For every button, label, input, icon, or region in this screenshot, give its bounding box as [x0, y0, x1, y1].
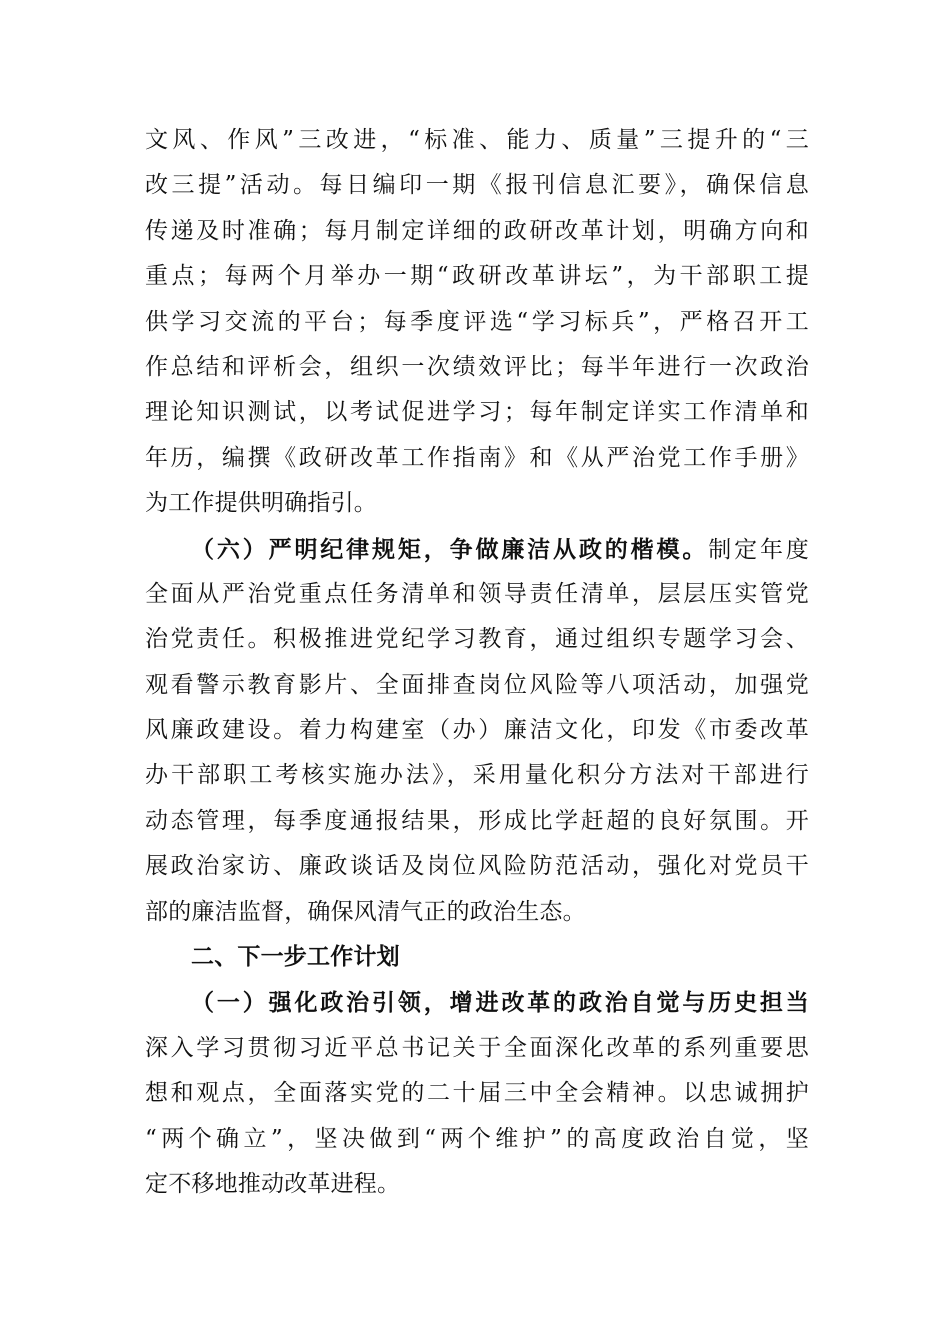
text-line: 供学习交流的平台；每季度评选“学习标兵”，严格召开工	[145, 308, 809, 335]
text-line: 作总结和评析会，组织一次绩效评比；每半年进行一次政治	[145, 353, 809, 380]
section-heading: 二、下一步工作计划	[191, 944, 400, 971]
text-line: 理论知识测试，以考试促进学习；每年制定详实工作清单和	[145, 399, 809, 426]
text-line: 重点；每两个月举办一期“政研改革讲坛”，为干部职工提	[145, 263, 809, 290]
section-lead-bold: （六）严明纪律规矩，争做廉洁从政的楷模。	[191, 535, 709, 563]
text-line: 定不移地推动改革进程。	[145, 1170, 401, 1197]
paragraph-activities	[145, 118, 809, 527]
text-line: 传递及时准确；每月制定详细的政研改革计划，明确方向和	[145, 217, 809, 244]
text-line: “两个确立”，坚决做到“两个维护”的高度政治自觉，坚	[145, 1125, 809, 1152]
text-line: 深入学习贯彻习近平总书记关于全面深化改革的系列重要思	[145, 1034, 809, 1061]
subsection-heading: （一）强化政治引领，增进改革的政治自觉与历史担当	[191, 989, 809, 1017]
text-line: 部的廉洁监督，确保风清气正的政治生态。	[145, 898, 586, 925]
text-line: 治党责任。积极推进党纪学习教育，通过组织专题学习会、	[145, 626, 809, 653]
section-lead-rest: 制定年度	[708, 536, 809, 563]
text-line: 年历，编撰《政研改革工作指南》和《从严治党工作手册》	[145, 444, 809, 471]
text-line: 动态管理，每季度通报结果，形成比学赶超的良好氛围。开	[145, 807, 809, 834]
text-line: 观看警示教育影片、全面排查岗位风险等八项活动，加强党	[145, 671, 809, 698]
text-line: 文风、作风”三改进，“标准、能力、质量”三提升的“三	[145, 127, 809, 153]
document-page	[145, 118, 809, 1207]
text-line: 为工作提供明确指引。	[145, 490, 377, 517]
text-line: 风廉政建设。着力构建室（办）廉洁文化，印发《市委改革	[145, 717, 809, 744]
text-line: 全面从严治党重点任务清单和领导责任清单，层层压实管党	[145, 580, 809, 607]
paragraph-discipline	[145, 527, 809, 936]
text-line: 展政治家访、廉政谈话及岗位风险防范活动，强化对党员干	[145, 853, 809, 880]
paragraph-political-guidance	[145, 980, 809, 1207]
text-line: 办干部职工考核实施办法》，采用量化积分方法对干部进行	[145, 762, 809, 789]
text-line: 改三提”活动。每日编印一期《报刊信息汇要》，确保信息	[145, 172, 809, 199]
text-line	[145, 527, 809, 572]
text-line: 想和观点，全面落实党的二十届三中全会精神。以忠诚拥护	[145, 1080, 809, 1107]
